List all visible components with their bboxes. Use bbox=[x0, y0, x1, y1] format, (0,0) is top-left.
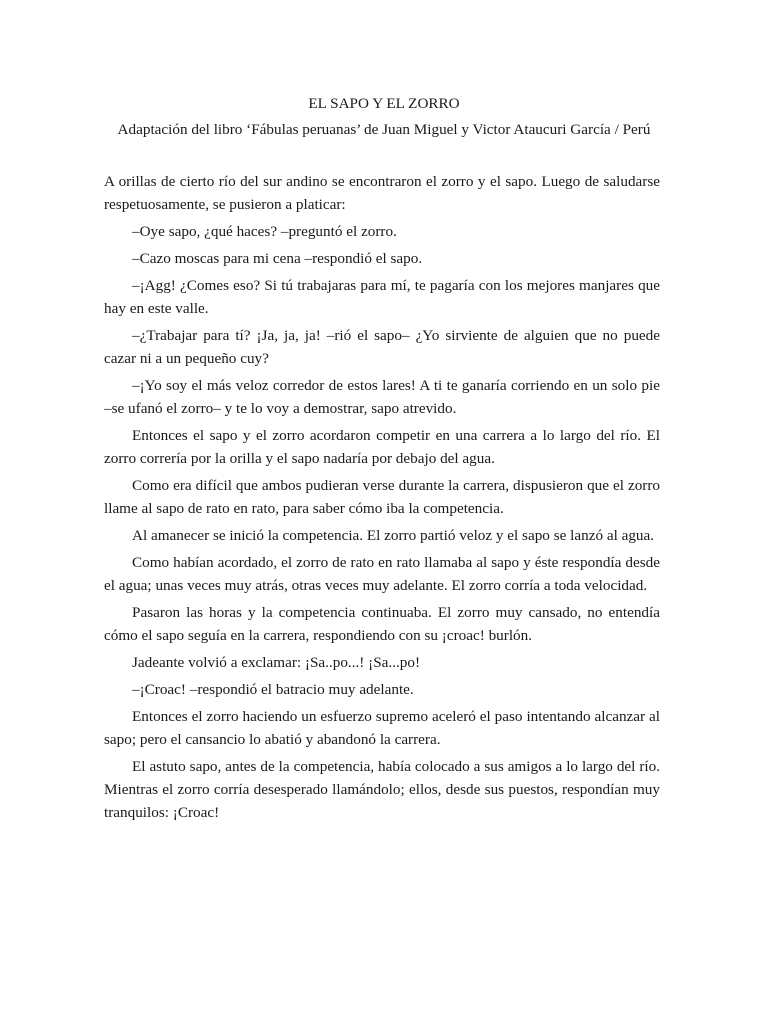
paragraph-narrative: Pasaron las horas y la competencia continuaba. El zorro muy cansado, no entendía cómo el sapo seguía en la carrera, respondiendo con su ¡croac! burlón. bbox=[104, 604, 660, 644]
document-title: EL SAPO Y EL ZORRO bbox=[308, 95, 460, 112]
paragraph-narrative: Entonces el zorro haciendo un esfuerzo supremo aceleró el paso intentando alcanzar al sapo; pero el cansancio lo abatió y abandonó la carrera. bbox=[104, 708, 660, 748]
paragraph-narrative: Entonces el sapo y el zorro acordaron competir en una carrera a lo largo del río. El zorro correría por la orilla y el sapo nadaría por debajo del agua. bbox=[104, 427, 660, 467]
document-body bbox=[104, 170, 660, 828]
paragraph-dialogue: –¡Agg! ¿Comes eso? Si tú trabajaras para mí, te pagaría con los mejores manjares que hay en este valle. bbox=[104, 277, 660, 317]
paragraph-dialogue: –¡Croac! –respondió el batracio muy adelante. bbox=[132, 681, 414, 698]
paragraph-narrative: Jadeante volvió a exclamar: ¡Sa..po...! ¡Sa...po! bbox=[132, 654, 421, 671]
paragraph-dialogue: –¿Trabajar para tí? ¡Ja, ja, ja! –rió el sapo– ¿Yo sirviente de alguien que no puede cazar ni a un pequeño cuy? bbox=[104, 327, 660, 367]
paragraph-dialogue: –Oye sapo, ¿qué haces? –preguntó el zorro. bbox=[132, 223, 397, 240]
paragraph-intro: A orillas de cierto río del sur andino se encontraron el zorro y el sapo. Luego de saludarse respetuosamente, se pusieron a platicar: bbox=[104, 173, 660, 213]
paragraph-narrative: Como era difícil que ambos pudieran verse durante la carrera, dispusieron que el zorro llame al sapo de rato en rato, para saber cómo iba la competencia. bbox=[104, 477, 660, 517]
paragraph-dialogue: –¡Yo soy el más veloz corredor de estos lares! A ti te ganaría corriendo en un solo pie –se ufanó el zorro– y te lo voy a demostrar, sapo atrevido. bbox=[104, 377, 660, 417]
document-subtitle: Adaptación del libro ‘Fábulas peruanas’ de Juan Miguel y Victor Ataucuri García / Perú bbox=[117, 121, 651, 138]
paragraph-dialogue: –Cazo moscas para mi cena –respondió el sapo. bbox=[132, 250, 423, 267]
paragraph-conclusion: El astuto sapo, antes de la competencia, había colocado a sus amigos a lo largo del río. Mientras el zorro corría desesperado llamándolo; ellos, desde sus puestos, respondían muy tranquilos: ¡Croac! bbox=[104, 758, 660, 821]
paragraph-narrative: Al amanecer se inició la competencia. El zorro partió veloz y el sapo se lanzó al agua. bbox=[132, 527, 655, 544]
paragraph-narrative: Como habían acordado, el zorro de rato en rato llamaba al sapo y éste respondía desde el agua; unas veces muy atrás, otras veces muy adelante. El zorro corría a toda velocidad. bbox=[104, 554, 660, 594]
